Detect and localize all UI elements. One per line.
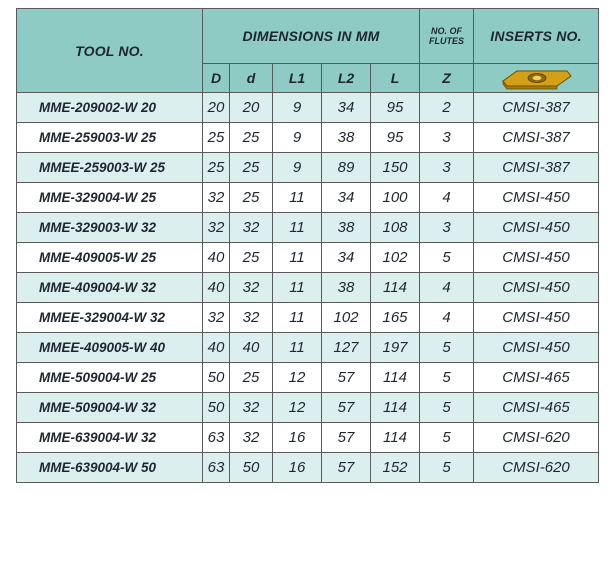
d-cell: 25 xyxy=(230,363,273,393)
insert-cell: CMSI-450 xyxy=(474,273,599,303)
L2-cell: 38 xyxy=(322,213,371,243)
L2-cell: 127 xyxy=(322,333,371,363)
insert-cell: CMSI-450 xyxy=(474,243,599,273)
L1-cell: 12 xyxy=(273,363,322,393)
L1-cell: 11 xyxy=(273,303,322,333)
Z-cell: 5 xyxy=(420,393,474,423)
insert-cell: CMSI-450 xyxy=(474,213,599,243)
L2-cell: 38 xyxy=(322,273,371,303)
L2-cell: 57 xyxy=(322,393,371,423)
D-cell: 32 xyxy=(203,183,230,213)
L-cell: 100 xyxy=(371,183,420,213)
tool-no-cell: MME-409005-W 25 xyxy=(17,243,203,273)
L2-cell: 102 xyxy=(322,303,371,333)
D-cell: 20 xyxy=(203,93,230,123)
D-cell: 50 xyxy=(203,393,230,423)
L-cell: 150 xyxy=(371,153,420,183)
L1-cell: 9 xyxy=(273,123,322,153)
L1-cell: 11 xyxy=(273,243,322,273)
L-cell: 102 xyxy=(371,243,420,273)
insert-cell: CMSI-465 xyxy=(474,393,599,423)
L-cell: 114 xyxy=(371,423,420,453)
insert-cell: CMSI-620 xyxy=(474,423,599,453)
tool-no-cell: MME-209002-W 20 xyxy=(17,93,203,123)
col-L2-header: L2 xyxy=(322,64,371,93)
insert-image-cell xyxy=(474,64,599,93)
d-cell: 32 xyxy=(230,303,273,333)
D-cell: 40 xyxy=(203,273,230,303)
insert-cell: CMSI-450 xyxy=(474,183,599,213)
table-row xyxy=(17,123,599,153)
Z-cell: 5 xyxy=(420,363,474,393)
table-row xyxy=(17,363,599,393)
tool-no-cell: MMEE-259003-W 25 xyxy=(17,153,203,183)
D-cell: 63 xyxy=(203,453,230,483)
table-row xyxy=(17,423,599,453)
L2-cell: 57 xyxy=(322,363,371,393)
table-row xyxy=(17,453,599,483)
table-row xyxy=(17,333,599,363)
tool-no-cell: MME-329004-W 25 xyxy=(17,183,203,213)
D-cell: 40 xyxy=(203,243,230,273)
Z-cell: 4 xyxy=(420,303,474,333)
Z-cell: 4 xyxy=(420,183,474,213)
L-cell: 114 xyxy=(371,273,420,303)
D-cell: 63 xyxy=(203,423,230,453)
dimensions-header: DIMENSIONS IN MM xyxy=(203,9,420,64)
insert-cell: CMSI-450 xyxy=(474,303,599,333)
flutes-header-line2: FLUTES xyxy=(429,36,464,46)
L2-cell: 38 xyxy=(322,123,371,153)
d-cell: 32 xyxy=(230,423,273,453)
insert-cell: CMSI-465 xyxy=(474,363,599,393)
d-cell: 32 xyxy=(230,213,273,243)
d-cell: 50 xyxy=(230,453,273,483)
L1-cell: 16 xyxy=(273,423,322,453)
L1-cell: 9 xyxy=(273,93,322,123)
L-cell: 114 xyxy=(371,363,420,393)
Z-cell: 4 xyxy=(420,273,474,303)
tool-no-cell: MME-509004-W 32 xyxy=(17,393,203,423)
tool-no-cell: MME-409004-W 32 xyxy=(17,273,203,303)
tool-no-cell: MME-639004-W 50 xyxy=(17,453,203,483)
L2-cell: 57 xyxy=(322,423,371,453)
d-cell: 25 xyxy=(230,123,273,153)
table-row xyxy=(17,273,599,303)
D-cell: 32 xyxy=(203,303,230,333)
D-cell: 25 xyxy=(203,153,230,183)
tool-no-cell: MME-329003-W 32 xyxy=(17,213,203,243)
Z-cell: 2 xyxy=(420,93,474,123)
table-row xyxy=(17,153,599,183)
table-row xyxy=(17,303,599,333)
table-row xyxy=(17,93,599,123)
Z-cell: 5 xyxy=(420,423,474,453)
Z-cell: 3 xyxy=(420,123,474,153)
L-cell: 108 xyxy=(371,213,420,243)
D-cell: 32 xyxy=(203,213,230,243)
L-cell: 95 xyxy=(371,93,420,123)
Z-cell: 3 xyxy=(420,213,474,243)
D-cell: 40 xyxy=(203,333,230,363)
tool-no-header: TOOL NO. xyxy=(17,9,203,93)
L-cell: 197 xyxy=(371,333,420,363)
L1-cell: 11 xyxy=(273,183,322,213)
L-cell: 165 xyxy=(371,303,420,333)
L1-cell: 11 xyxy=(273,213,322,243)
tool-spec-table xyxy=(16,8,599,483)
table-row xyxy=(17,183,599,213)
insert-cell: CMSI-387 xyxy=(474,123,599,153)
D-cell: 50 xyxy=(203,363,230,393)
header-row-top xyxy=(17,9,599,64)
d-cell: 25 xyxy=(230,183,273,213)
col-d-header: d xyxy=(230,64,273,93)
L1-cell: 11 xyxy=(273,273,322,303)
L1-cell: 12 xyxy=(273,393,322,423)
tool-no-cell: MME-639004-W 32 xyxy=(17,423,203,453)
col-D-header: D xyxy=(203,64,230,93)
Z-cell: 3 xyxy=(420,153,474,183)
carbide-insert-icon xyxy=(497,66,575,90)
insert-cell: CMSI-450 xyxy=(474,333,599,363)
insert-cell: CMSI-387 xyxy=(474,153,599,183)
insert-cell: CMSI-387 xyxy=(474,93,599,123)
flutes-header xyxy=(420,9,474,64)
table-row xyxy=(17,213,599,243)
d-cell: 32 xyxy=(230,273,273,303)
tool-no-cell: MMEE-329004-W 32 xyxy=(17,303,203,333)
d-cell: 32 xyxy=(230,393,273,423)
flutes-header-line1: NO. OF xyxy=(431,26,462,36)
inserts-header: INSERTS NO. xyxy=(474,9,599,64)
tool-no-cell: MME-509004-W 25 xyxy=(17,363,203,393)
L2-cell: 34 xyxy=(322,243,371,273)
table-row xyxy=(17,243,599,273)
d-cell: 40 xyxy=(230,333,273,363)
insert-cell: CMSI-620 xyxy=(474,453,599,483)
L-cell: 114 xyxy=(371,393,420,423)
col-L-header: L xyxy=(371,64,420,93)
L-cell: 152 xyxy=(371,453,420,483)
d-cell: 25 xyxy=(230,243,273,273)
L1-cell: 9 xyxy=(273,153,322,183)
Z-cell: 5 xyxy=(420,333,474,363)
col-Z-header: Z xyxy=(420,64,474,93)
L1-cell: 11 xyxy=(273,333,322,363)
Z-cell: 5 xyxy=(420,243,474,273)
Z-cell: 5 xyxy=(420,453,474,483)
L-cell: 95 xyxy=(371,123,420,153)
L2-cell: 34 xyxy=(322,183,371,213)
table-row xyxy=(17,393,599,423)
L2-cell: 34 xyxy=(322,93,371,123)
d-cell: 25 xyxy=(230,153,273,183)
L1-cell: 16 xyxy=(273,453,322,483)
d-cell: 20 xyxy=(230,93,273,123)
col-L1-header: L1 xyxy=(273,64,322,93)
D-cell: 25 xyxy=(203,123,230,153)
tool-no-cell: MMEE-409005-W 40 xyxy=(17,333,203,363)
L2-cell: 89 xyxy=(322,153,371,183)
L2-cell: 57 xyxy=(322,453,371,483)
tool-no-cell: MME-259003-W 25 xyxy=(17,123,203,153)
